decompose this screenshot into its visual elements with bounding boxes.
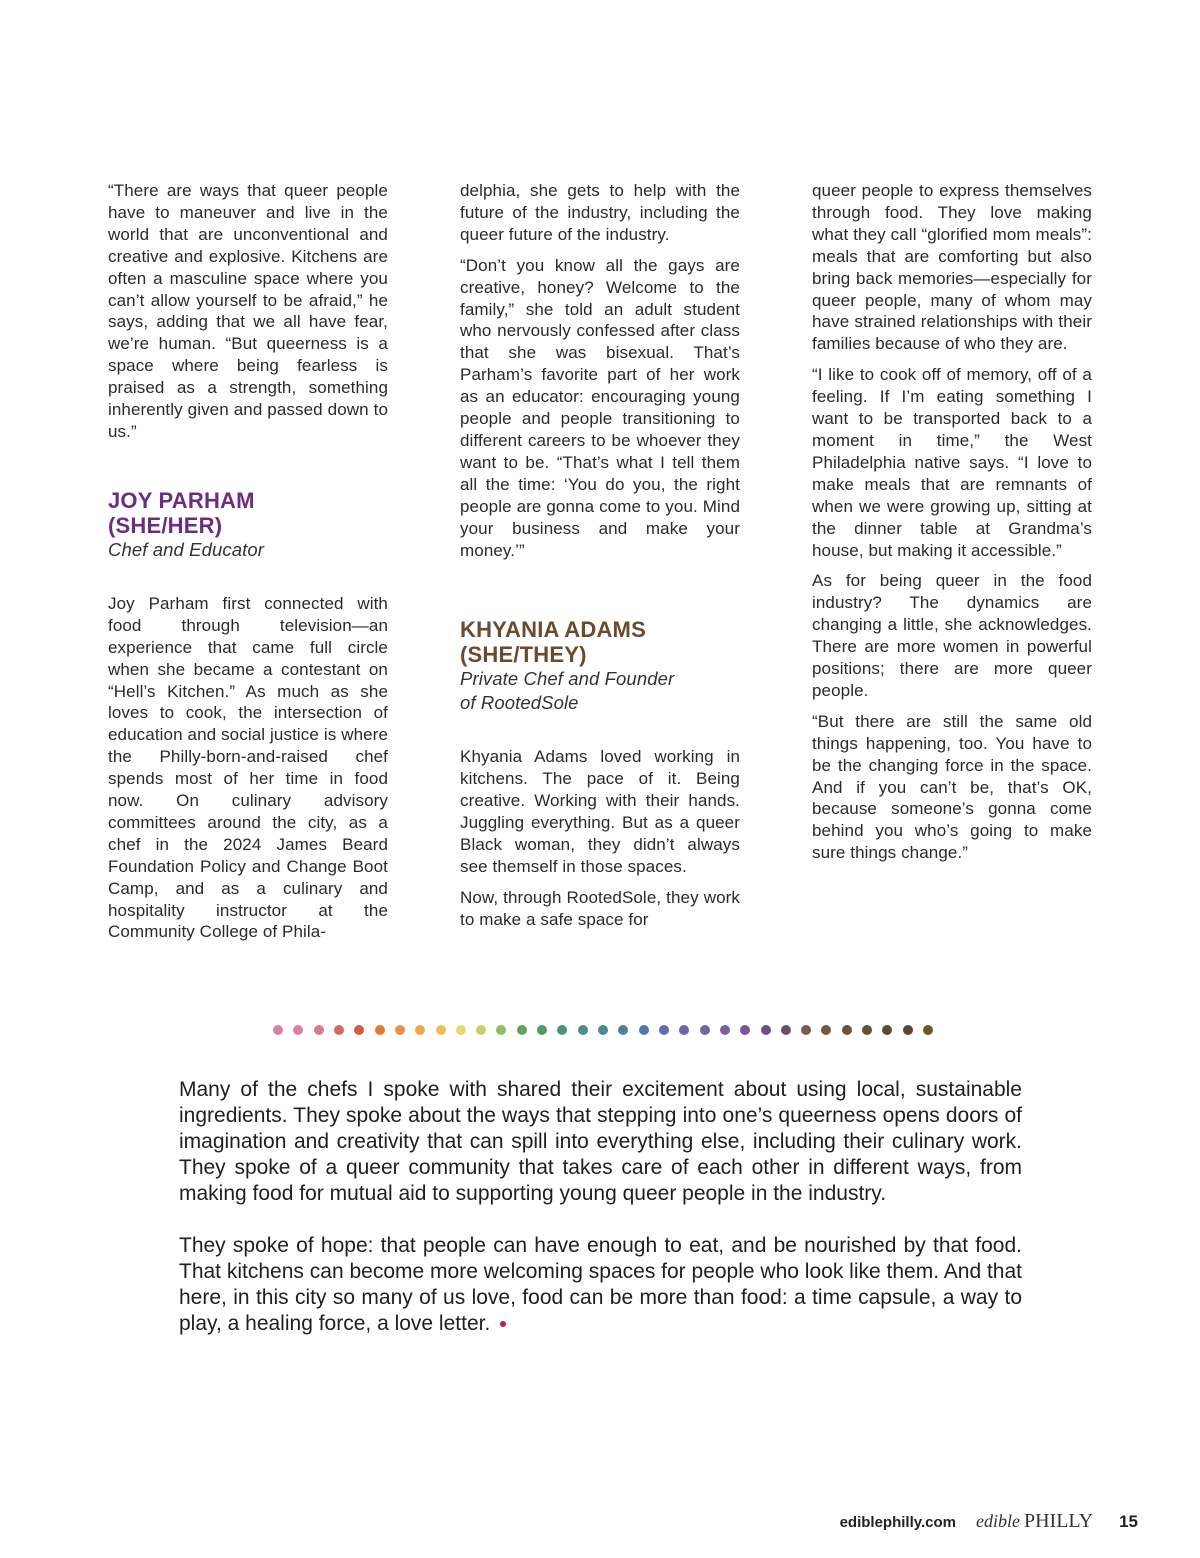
divider-dot bbox=[395, 1025, 405, 1035]
body-paragraph: “But there are still the same old things happening, too. You have to be the changing force in the space. And if you can’t be, that’s OK, because someone’s gonna come behind you who’s going to make sure things change.” bbox=[812, 711, 1092, 863]
divider-dot bbox=[557, 1025, 567, 1035]
article-column-2 bbox=[460, 180, 740, 940]
magazine-logo bbox=[976, 1510, 1093, 1533]
divider-dot bbox=[639, 1025, 649, 1035]
website-link[interactable]: ediblephilly.com bbox=[839, 1514, 956, 1531]
divider-dot bbox=[436, 1025, 446, 1035]
closing-text: They spoke of hope: that people can have enough to eat, and be nourished by that food. That kitchens can become more welcoming spaces for people who look like them. And that here, in this city so many of us love, food can be more than food: a time capsule, a way to play, a healing force, a love letter. bbox=[179, 1234, 1022, 1335]
profile-name-khyania-adams: KHYANIA ADAMS (SHE/THEY) bbox=[460, 617, 646, 668]
article-column-1 bbox=[108, 180, 388, 952]
body-paragraph: queer people to express themselves through food. They love making what they call “glorified mom meals”: meals that are comforting but also bring back memories—especially for queer people, many of whom may have strained relationships with their families because of who they are. bbox=[812, 181, 1092, 354]
body-paragraph: “I like to cook off of memory, off of a feeling. If I’m eating something I want to be transported back to a moment in time,” the West Philadelphia native says. “I love to make meals that are remnants of when we were growing up, sitting at the dinner table at Grandma’s house, but making it accessible.” bbox=[812, 365, 1092, 560]
divider-dot bbox=[456, 1025, 466, 1035]
divider-dot bbox=[578, 1025, 588, 1035]
divider-dot bbox=[842, 1025, 852, 1035]
divider-dot bbox=[700, 1025, 710, 1035]
divider-dot bbox=[537, 1025, 547, 1035]
divider-dot bbox=[903, 1025, 913, 1035]
divider-dot bbox=[314, 1025, 324, 1035]
divider-dot bbox=[882, 1025, 892, 1035]
divider-dot bbox=[821, 1025, 831, 1035]
body-paragraph: Now, through RootedSole, they work to make a safe space for bbox=[460, 887, 740, 929]
divider-dot bbox=[740, 1025, 750, 1035]
divider-dot bbox=[375, 1025, 385, 1035]
divider-dot bbox=[598, 1025, 608, 1035]
quote-paragraph: “There are ways that queer people have to maneuver and live in the world that are unconventional and creative and explosive. Kitchens are often a masculine space where you can’t allow yourself to be afraid,” he says, adding that we all have fear, we’re human. “But queerness is a space where being fearless is praised as a strength, something inherently given and passed down to us.” bbox=[108, 181, 388, 441]
article-column-3 bbox=[812, 180, 1092, 873]
divider-dot bbox=[618, 1025, 628, 1035]
end-mark-icon bbox=[500, 1321, 506, 1327]
rainbow-dot-divider bbox=[273, 1025, 933, 1037]
divider-dot bbox=[781, 1025, 791, 1035]
divider-dot bbox=[293, 1025, 303, 1035]
divider-dot bbox=[923, 1025, 933, 1035]
divider-dot bbox=[517, 1025, 527, 1035]
profile-role: Chef and Educator bbox=[108, 538, 264, 560]
body-paragraph: Khyania Adams loved working in kitchens. The pace of it. Being creative. Working with their hands. Juggling everything. But as a queer Black woman, they didn’t always see themself in those spaces. bbox=[460, 747, 740, 876]
page-number: 15 bbox=[1119, 1512, 1138, 1531]
divider-dot bbox=[273, 1025, 283, 1035]
divider-dot bbox=[862, 1025, 872, 1035]
closing-paragraph: Many of the chefs I spoke with shared their excitement about using local, sustainable ingredients. They spoke about the ways that stepping into one’s queerness opens doors of imagination and creativity that can spill into everything else, including their culinary work. They spoke of a queer community that takes care of each other in different ways, from making food for mutual aid to supporting young queer people in the industry. bbox=[179, 1078, 1022, 1205]
divider-dot bbox=[679, 1025, 689, 1035]
divider-dot bbox=[496, 1025, 506, 1035]
page-footer bbox=[840, 1510, 1138, 1533]
body-paragraph: “Don’t you know all the gays are creative, honey? Welcome to the family,” she told an adult student who nervously confessed after class that she was bisexual. That’s Parham’s favorite part of her work as an educator: encouraging young people and people transitioning to different careers to be whoever they want to be. “That’s what I tell them all the time: ‘You do you, the right people are gonna come to you. Mind your business and make your money.’” bbox=[460, 255, 740, 560]
divider-dot bbox=[720, 1025, 730, 1035]
divider-dot bbox=[761, 1025, 771, 1035]
divider-dot bbox=[354, 1025, 364, 1035]
closing-section bbox=[179, 1077, 1022, 1363]
profile-role: Private Chef and Founder of RootedSole bbox=[460, 668, 675, 714]
logo-city: PHILLY bbox=[1023, 1510, 1094, 1532]
closing-paragraph-final bbox=[179, 1233, 1022, 1337]
divider-dot bbox=[334, 1025, 344, 1035]
logo-edible: edible bbox=[975, 1511, 1020, 1531]
divider-dot bbox=[801, 1025, 811, 1035]
divider-dot bbox=[659, 1025, 669, 1035]
continuation-paragraph: delphia, she gets to help with the future of the industry, including the queer future of the industry. bbox=[460, 181, 740, 244]
body-paragraph: As for being queer in the food industry? The dynamics are changing a little, she acknowledges. There are more women in powerful positions; there are more queer people. bbox=[812, 571, 1092, 700]
divider-dot bbox=[476, 1025, 486, 1035]
profile-paragraph: Joy Parham first connected with food through television—an experience that came full circle when she became a contestant on “Hell’s Kitchen.” As much as she loves to cook, the intersection of education and social justice is where the Philly-born-and-raised chef spends most of her time in food now. On culinary advisory committees around the city, as a chef in the 2024 James Beard Foundation Policy and Change Boot Camp, and as a culinary and hospitality instructor at the Community College of Phila- bbox=[108, 593, 388, 942]
divider-dot bbox=[415, 1025, 425, 1035]
profile-name-joy-parham: JOY PARHAM (SHE/HER) bbox=[108, 487, 255, 538]
